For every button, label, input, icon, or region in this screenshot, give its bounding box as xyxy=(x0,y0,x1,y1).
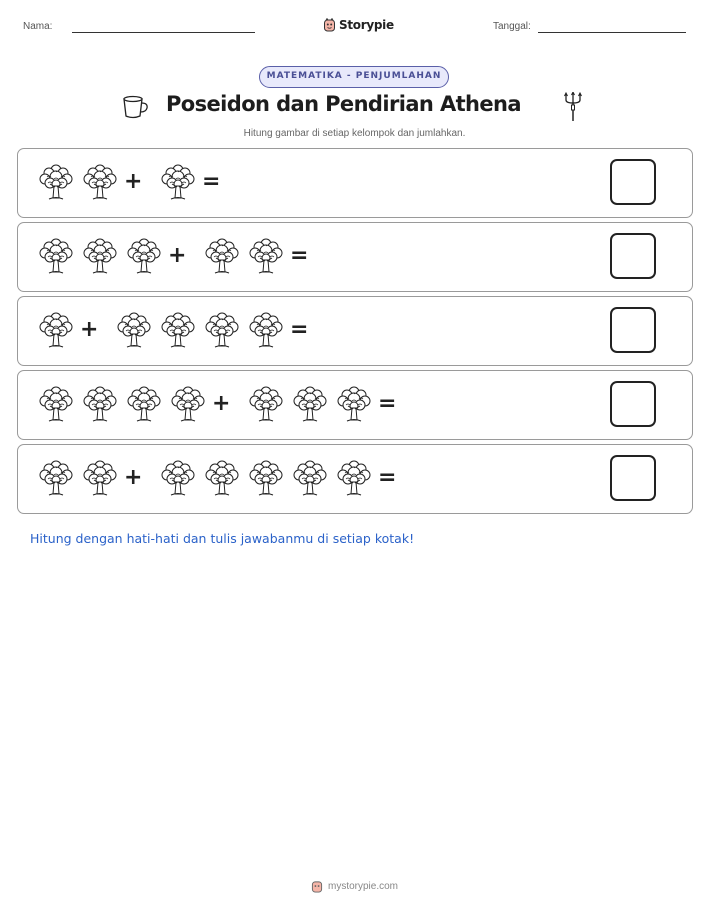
problem-row xyxy=(17,370,693,440)
answer-box[interactable] xyxy=(610,233,656,279)
answer-box[interactable] xyxy=(610,455,656,501)
equals-sign: = xyxy=(378,391,397,416)
equals-sign: = xyxy=(378,465,397,490)
tree-icon xyxy=(292,459,328,497)
tree-icon xyxy=(38,163,74,201)
tree-icon xyxy=(248,385,284,423)
equals-sign: = xyxy=(290,243,309,268)
tree-icon xyxy=(336,385,372,423)
tree-icon xyxy=(204,311,240,349)
plus-sign: + xyxy=(124,169,143,194)
plus-sign: + xyxy=(212,391,231,416)
subtitle: Hitung gambar di setiap kelompok dan jumlahkan. xyxy=(243,128,466,139)
problem-row xyxy=(17,296,693,366)
storypie-logo-icon xyxy=(311,880,323,893)
footer-url: mystorypie.com xyxy=(327,881,398,892)
equals-sign: = xyxy=(202,169,221,194)
tree-icon xyxy=(38,459,74,497)
equals-sign: = xyxy=(290,317,309,342)
tree-icon xyxy=(126,385,162,423)
date-field[interactable] xyxy=(538,32,686,33)
instruction-text: Hitung dengan hati-hati dan tulis jawabanmu di setiap kotak! xyxy=(30,531,415,546)
topic-badge: MATEMATIKA - PENJUMLAHAN xyxy=(259,66,449,88)
tree-icon xyxy=(82,459,118,497)
brand-logo xyxy=(323,18,394,32)
plus-sign: + xyxy=(80,317,99,342)
name-field[interactable] xyxy=(72,32,255,33)
storypie-logo-icon xyxy=(323,18,336,32)
tree-icon xyxy=(170,385,206,423)
tree-icon xyxy=(336,459,372,497)
footer xyxy=(0,880,709,893)
tree-icon xyxy=(38,385,74,423)
tree-icon xyxy=(160,311,196,349)
plus-sign: + xyxy=(168,243,187,268)
tree-icon xyxy=(160,163,196,201)
tree-icon xyxy=(38,237,74,275)
tree-icon xyxy=(116,311,152,349)
date-label: Tanggal: xyxy=(493,21,531,32)
tree-icon xyxy=(82,237,118,275)
title-row xyxy=(0,92,709,124)
answer-box[interactable] xyxy=(610,159,656,205)
tree-icon xyxy=(82,385,118,423)
cup-icon xyxy=(121,94,151,120)
answer-box[interactable] xyxy=(610,381,656,427)
answer-box[interactable] xyxy=(610,307,656,353)
problem-row xyxy=(17,444,693,514)
problem-row xyxy=(17,222,693,292)
tree-icon xyxy=(248,237,284,275)
tree-icon xyxy=(160,459,196,497)
brand-name: Storypie xyxy=(339,18,394,32)
tree-icon xyxy=(82,163,118,201)
problem-row xyxy=(17,148,693,218)
tree-icon xyxy=(204,237,240,275)
name-label: Nama: xyxy=(23,21,53,32)
tree-icon xyxy=(38,311,74,349)
trident-icon xyxy=(562,92,584,124)
tree-icon xyxy=(292,385,328,423)
tree-icon xyxy=(248,311,284,349)
page-title: Poseidon dan Pendirian Athena xyxy=(166,92,521,116)
tree-icon xyxy=(204,459,240,497)
plus-sign: + xyxy=(124,465,143,490)
tree-icon xyxy=(248,459,284,497)
tree-icon xyxy=(126,237,162,275)
header xyxy=(0,18,709,38)
